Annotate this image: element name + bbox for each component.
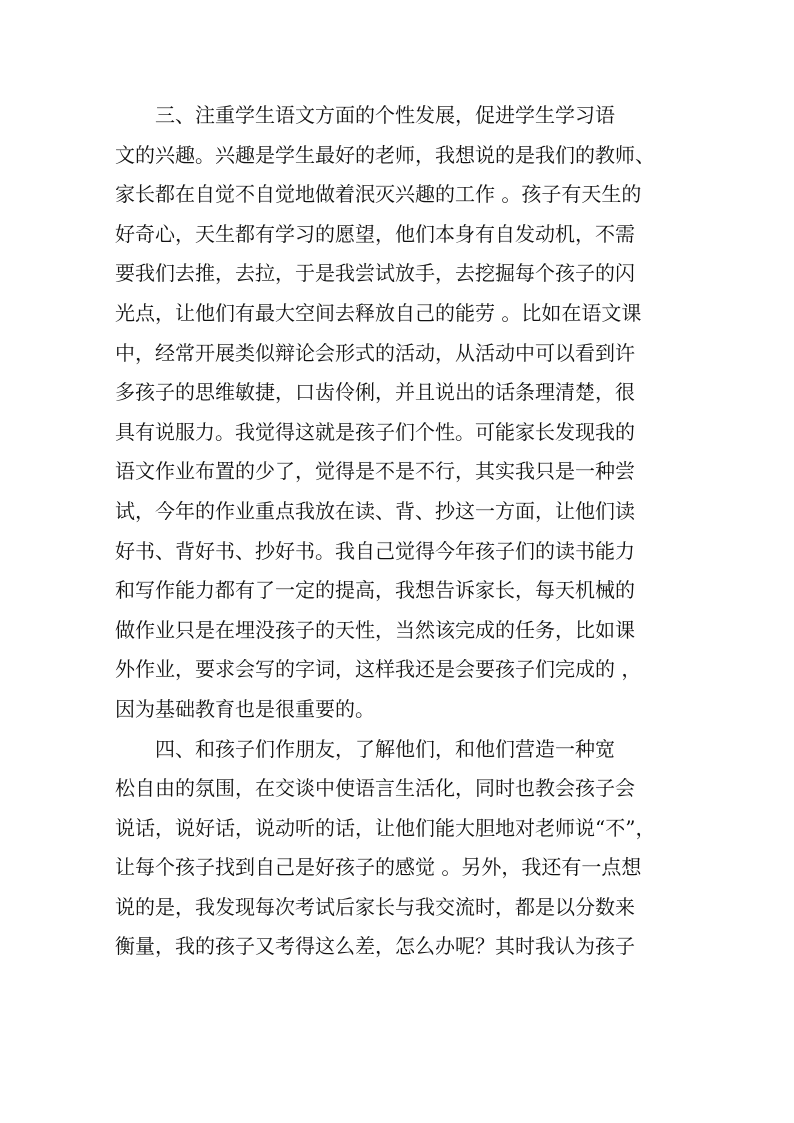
text-line: 语文作业布置的少了，觉得是不是不行，其实我只是一种尝 (115, 459, 635, 484)
text-line: 试，今年的作业重点我放在读、背、抄这一方面，让他们读 (115, 498, 635, 523)
text-line: 三、注重学生语文方面的个性发展，促进学生学习语 (155, 103, 615, 127)
text-line: 文的兴趣。兴趣是学生最好的老师，我想说的是我们的教师、 (115, 142, 655, 167)
text-line: 让每个孩子找到自己是好孩子的感觉 。另外，我还有一点想 (115, 855, 642, 880)
text-line: 衡量，我的孩子又考得这么差，怎么办呢？其时我认为孩子 (115, 934, 635, 959)
text-line: 光点，让他们有最大空间去释放自己的能劳 。比如在语文课 (115, 300, 642, 325)
text-line: 外作业，要求会写的字词，这样我还是会要孩子们完成的 ， (115, 657, 642, 682)
document-body (115, 96, 675, 967)
text-line: 中，经常开展类似辩论会形式的活动，从活动中可以看到许 (115, 340, 635, 365)
paragraph-section-3 (115, 96, 675, 730)
text-line: 和写作能力都有了一定的提高，我想告诉家长，每天机械的 (115, 578, 635, 603)
text-line: 四、和孩子们作朋友，了解他们，和他们营造一种宽 (155, 736, 615, 761)
text-line: 做作业只是在埋没孩子的天性，当然该完成的任务，比如课 (115, 617, 635, 642)
text-line: 好书、背好书、抄好书。我自己觉得今年孩子们的读书能力 (115, 538, 635, 563)
text-line: 好奇心，天生都有学习的愿望，他们本身有自发动机，不需 (115, 221, 635, 246)
paragraph-section-4 (115, 730, 675, 968)
text-line: 说话，说好话，说动听的话，让他们能大胆地对老师说“不”， (115, 815, 656, 840)
text-line: 多孩子的思维敏捷，口齿伶俐，并且说出的话条理清楚，很 (115, 380, 635, 405)
text-line: 具有说服力。我觉得这就是孩子们个性。可能家长发现我的 (115, 419, 635, 444)
text-line: 因为基础教育也是很重要的。 (115, 696, 375, 721)
text-line: 要我们去推，去拉，于是我尝试放手，去挖掘每个孩子的闪 (115, 261, 635, 286)
text-line: 松自由的氛围，在交谈中使语言生活化，同时也教会孩子会 (115, 776, 635, 801)
text-line: 说的是，我发现每次考试后家长与我交流时，都是以分数来 (115, 894, 635, 919)
text-line: 家长都在自觉不自觉地做着泯灭兴趣的工作 。孩子有天生的 (115, 182, 642, 207)
